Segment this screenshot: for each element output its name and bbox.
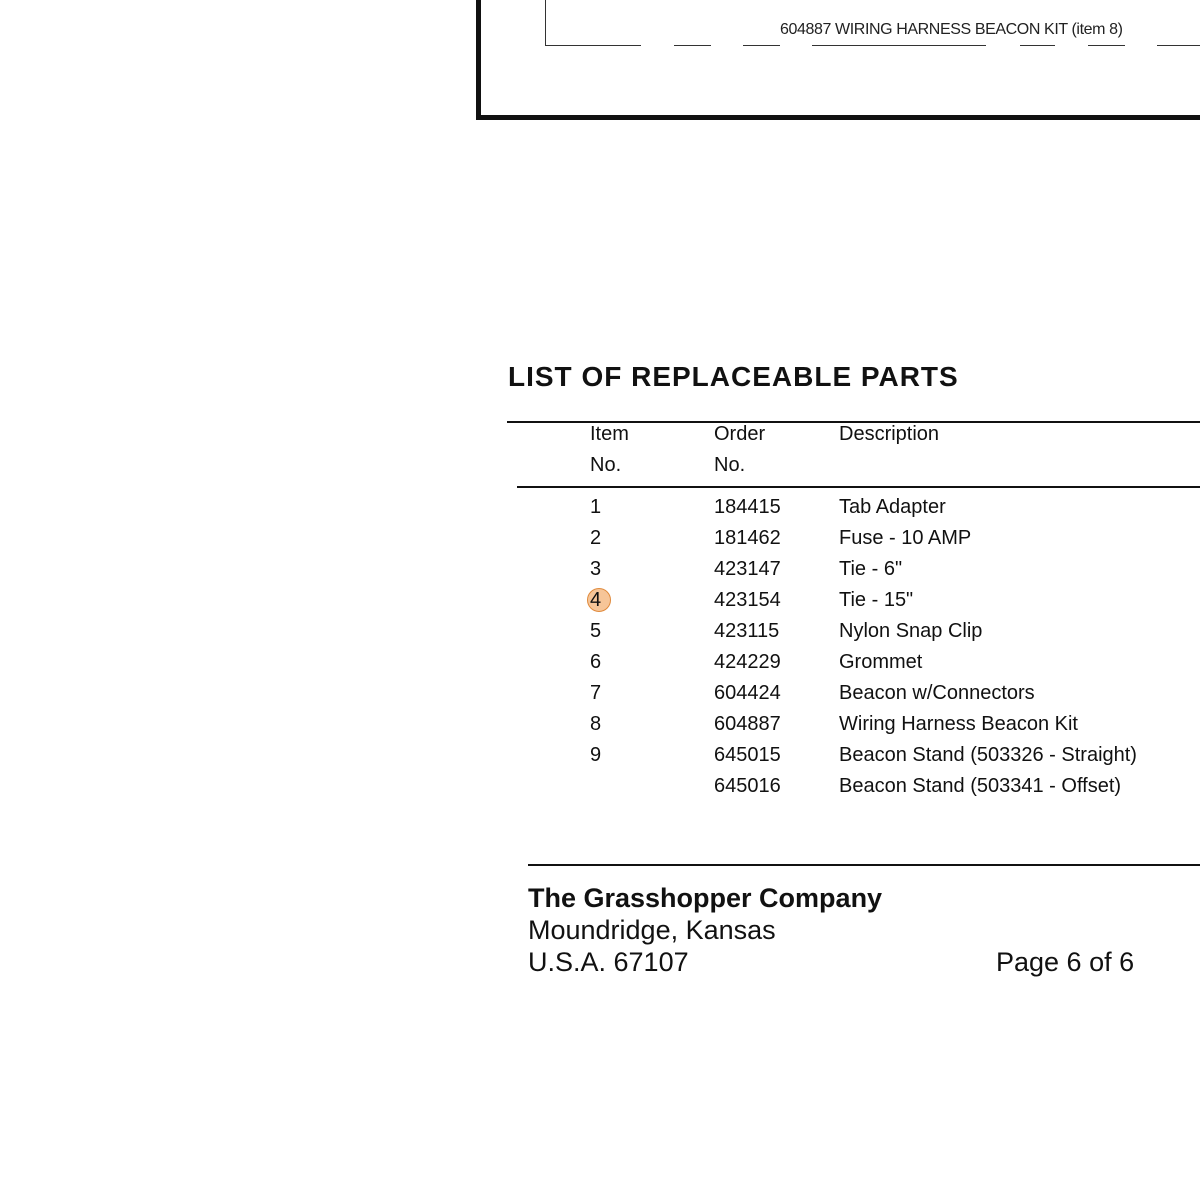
part-description: Beacon Stand (503326 - Straight) xyxy=(839,744,1137,766)
part-description: Tie - 15" xyxy=(839,589,914,611)
order-no: 424229 xyxy=(714,651,781,673)
header-item-no xyxy=(590,419,629,481)
part-description: Fuse - 10 AMP xyxy=(839,527,972,549)
footer-rule xyxy=(528,864,1200,866)
table-row-highlighted xyxy=(0,585,1200,616)
harness-wire-segment xyxy=(545,45,641,46)
table-row xyxy=(0,616,1200,647)
header-order-no xyxy=(714,419,765,481)
part-description: Beacon w/Connectors xyxy=(839,682,1035,704)
order-no: 604887 xyxy=(714,713,781,735)
item-no: 4 xyxy=(590,589,602,611)
item-no: 9 xyxy=(590,744,602,766)
company-name: The Grasshopper Company xyxy=(528,883,883,913)
item-no: 3 xyxy=(590,558,602,580)
harness-wire-segment xyxy=(1020,45,1055,46)
page-number: Page 6 of 6 xyxy=(996,947,1135,977)
order-no: 184415 xyxy=(714,496,781,518)
item-no: 2 xyxy=(590,527,602,549)
part-description: Beacon Stand (503341 - Offset) xyxy=(839,775,1122,797)
part-description: Wiring Harness Beacon Kit xyxy=(839,713,1078,735)
table-row xyxy=(0,523,1200,554)
harness-wire-segment xyxy=(812,45,986,46)
table-row xyxy=(0,678,1200,709)
parts-table xyxy=(0,492,1200,802)
harness-wire-segment xyxy=(674,45,711,46)
parts-list-title: LIST OF REPLACEABLE PARTS xyxy=(508,361,959,392)
header-item-line2: No. xyxy=(590,454,622,476)
header-item-line1: Item xyxy=(590,423,629,445)
table-row xyxy=(0,647,1200,678)
company-country-zip: U.S.A. 67107 xyxy=(528,947,689,977)
order-no: 181462 xyxy=(714,527,781,549)
table-row xyxy=(0,771,1200,802)
harness-wire-segment xyxy=(1157,45,1200,46)
header-description-label: Description xyxy=(839,423,940,445)
item-no: 1 xyxy=(590,496,602,518)
order-no: 645016 xyxy=(714,775,781,797)
harness-wire-vertical xyxy=(545,0,546,46)
item-no: 8 xyxy=(590,713,602,735)
order-no: 604424 xyxy=(714,682,781,704)
company-city: Moundridge, Kansas xyxy=(528,915,776,945)
item-no: 6 xyxy=(590,651,602,673)
order-no: 423147 xyxy=(714,558,781,580)
order-no: 423115 xyxy=(714,620,780,642)
table-header-rule xyxy=(517,486,1200,488)
table-row xyxy=(0,492,1200,523)
harness-wire-segment xyxy=(743,45,780,46)
header-order-line2: No. xyxy=(714,454,746,476)
diagram-frame xyxy=(476,0,1200,120)
part-description: Tie - 6" xyxy=(839,558,903,580)
part-description: Grommet xyxy=(839,651,923,673)
header-description xyxy=(839,419,939,450)
harness-label: 604887 WIRING HARNESS BEACON KIT (item 8) xyxy=(780,21,1123,38)
table-row xyxy=(0,709,1200,740)
table-row xyxy=(0,740,1200,771)
harness-wire-segment xyxy=(1088,45,1125,46)
header-order-line1: Order xyxy=(714,423,766,445)
table-row xyxy=(0,554,1200,585)
order-no: 645015 xyxy=(714,744,781,766)
item-no: 7 xyxy=(590,682,602,704)
item-no: 5 xyxy=(590,620,602,642)
order-no: 423154 xyxy=(714,589,781,611)
part-description: Nylon Snap Clip xyxy=(839,620,983,642)
part-description: Tab Adapter xyxy=(839,496,946,518)
